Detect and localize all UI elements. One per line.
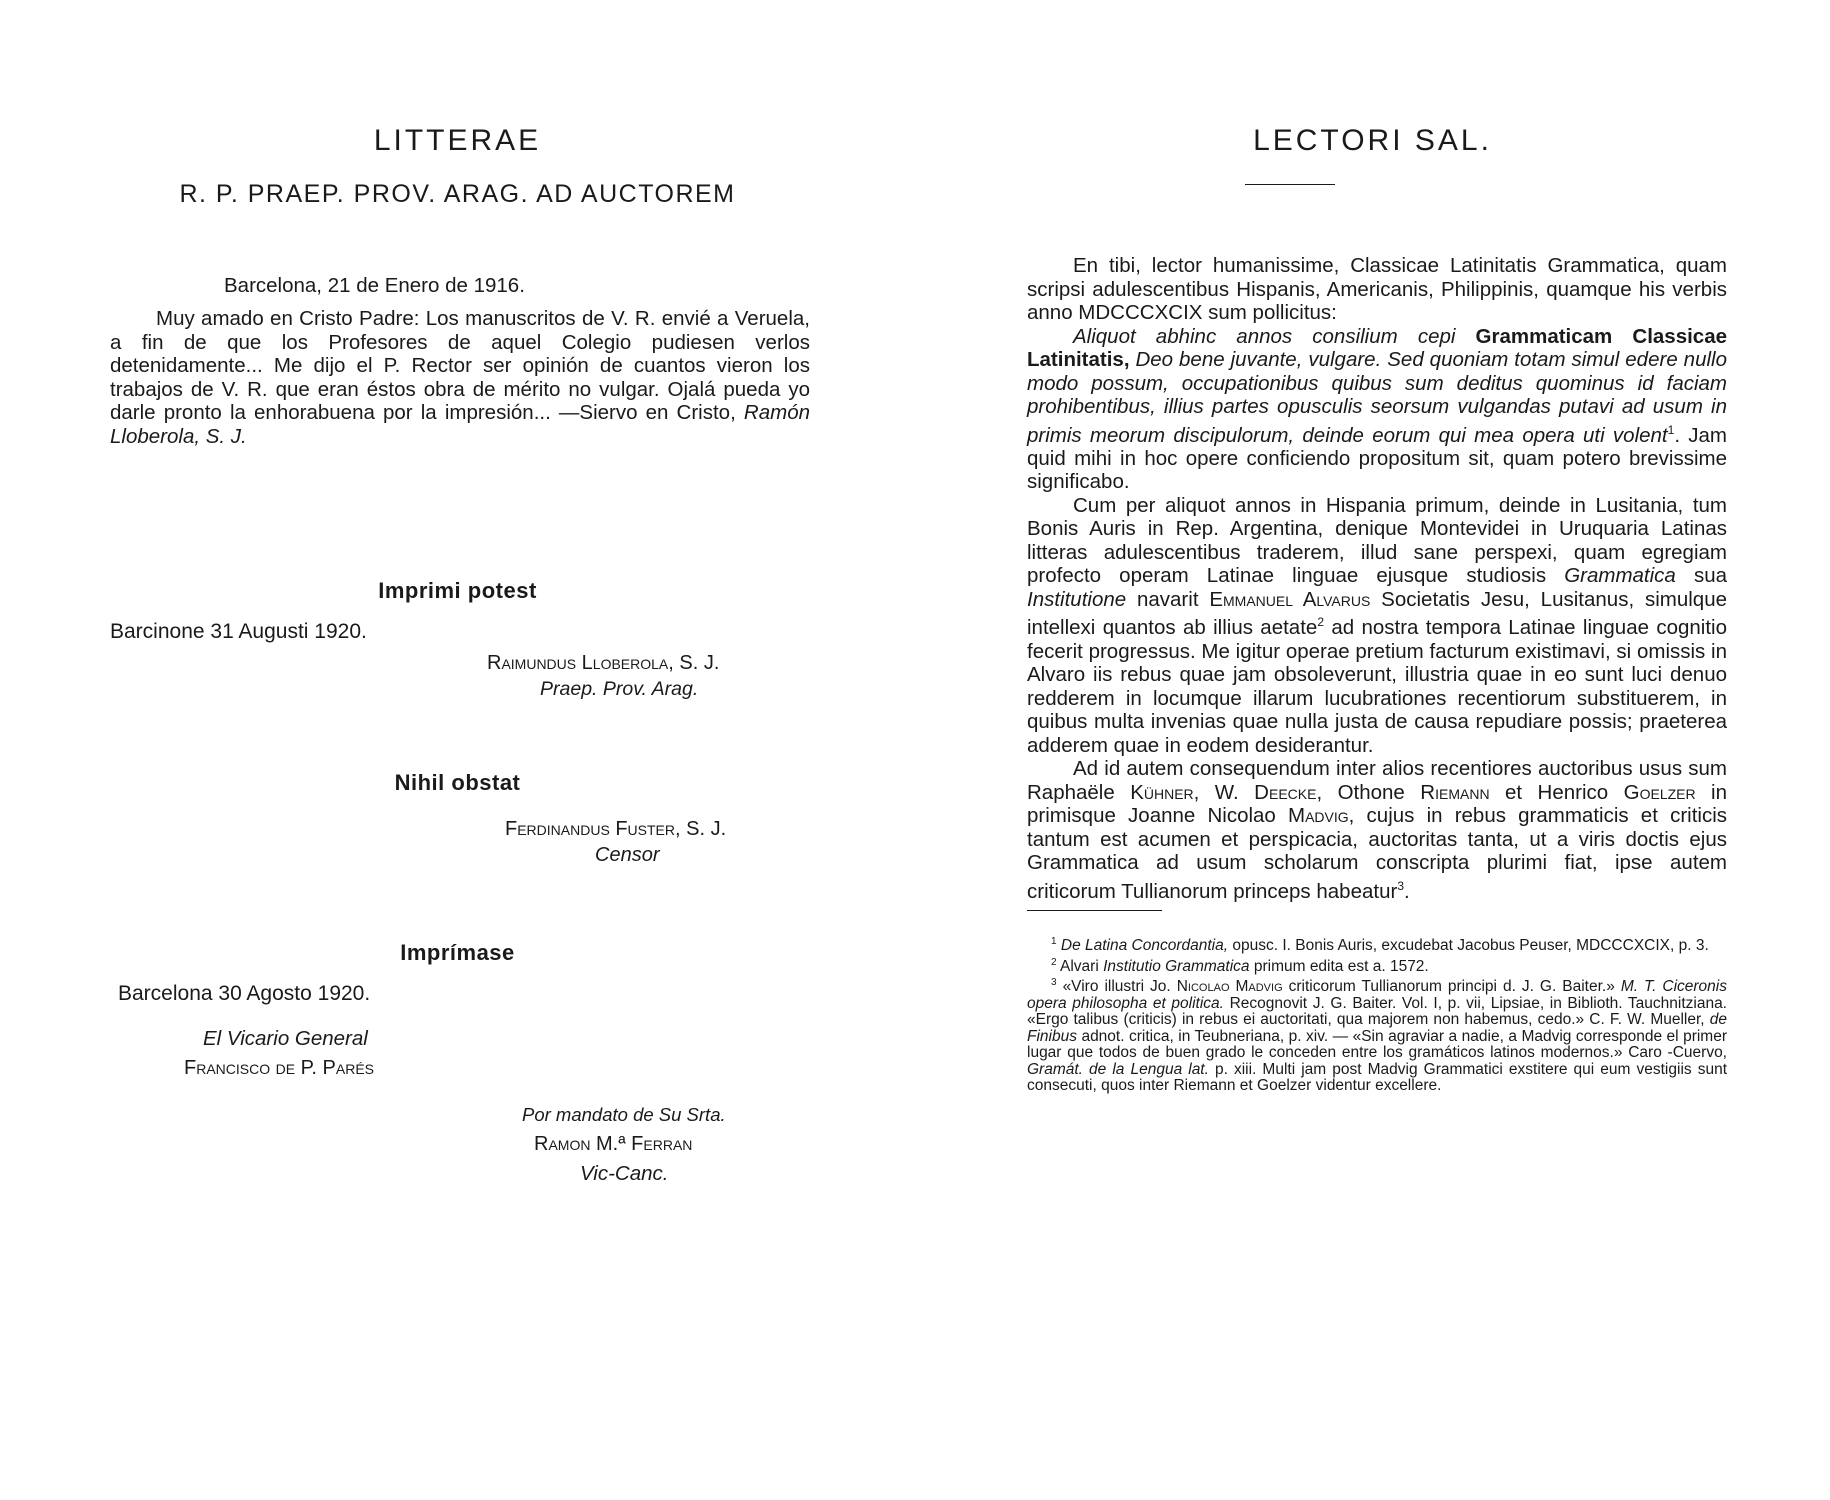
imprimi-place-date: Barcinone 31 Augusti 1920. bbox=[110, 620, 367, 643]
footnote-3-italic-3: Gramát. de la Lengua lat. bbox=[1027, 1060, 1209, 1078]
footnote-3 bbox=[1027, 975, 1727, 1095]
footnote-2 bbox=[1027, 955, 1727, 976]
p3-text-1: Cum per aliquot annos in Hispania primum, deinde in Lusitania, tum Bonis Auris in Rep. Argentina, denique Montevidei in Uruquaria Latinas litteras adulescentibus traderem, illud sane perspexi, quam egregiam profecto operam Latinae linguae ejusque studiosis bbox=[1027, 493, 1727, 588]
paragraph-3 bbox=[1027, 494, 1727, 757]
imprimase-place-date: Barcelona 30 Agosto 1920. bbox=[118, 982, 371, 1005]
mandate-text: Por mandato de Su Srta. bbox=[522, 1104, 726, 1125]
footnote-3-text-4: adnot. critica, in Teubneriana, p. xiv. — «Sin agraviar a nadie, a Madvig corresponde el primer lugar que todos de buen grado le conceden entre los gramáticos latinos modernos.» Caro -Cuervo, bbox=[1027, 1027, 1727, 1062]
p4-name-4: Goelzer bbox=[1623, 780, 1696, 804]
right-page bbox=[915, 0, 1830, 1500]
nihil-name: Ferdinandus Fuster, S. J. bbox=[505, 818, 727, 840]
letter-body-text: Muy amado en Cristo Padre: Los manuscritos de V. R. envié a Veruela, a fin de que los Profesores de aquel Colegio pudiesen verlos detenidamente... Me dijo el P. Rector ser opinión de cuantos vieron los trabajos de V. R. que eran éstos obra de mérito no vulgar. Ojalá pueda yo darle pronto la enhorabuena por la impresión... —Siervo en Cristo, bbox=[110, 307, 810, 424]
footnote-ref-1: 1 bbox=[1667, 422, 1675, 437]
letter-body bbox=[110, 307, 810, 448]
imprimi-name: Raimundus Lloberola, S. J. bbox=[487, 652, 720, 674]
chancellor-role: Vic-Canc. bbox=[580, 1162, 669, 1185]
p4-text-5: in primisque Joanne Nicolao bbox=[1027, 780, 1728, 828]
quote-part-2: Deo bene juvante, vulgare. Sed quoniam totam simul edere nullo modo possum, occupationibus quibus sum deditus quominus id faciam prohibentibus, illius partes opusculis seorsum vulgandas putavi ad usum in primis meorum discipulorum, deinde eorum qui mea opera uti volent bbox=[1027, 348, 1727, 447]
footnote-3-italic-1: M. T. Ciceronis opera philosopha et politica. bbox=[1027, 978, 1727, 1012]
footnote-ref-2: 2 bbox=[1317, 615, 1324, 630]
p3-italic-2: Institutione bbox=[1027, 587, 1127, 611]
letter-signature: Ramón Lloberola, S. J. bbox=[110, 401, 810, 448]
p4-text-4: et Henrico bbox=[1489, 780, 1624, 804]
p4-text-3: , Othone bbox=[1316, 780, 1421, 804]
letter-date: Barcelona, 21 de Enero de 1916. bbox=[224, 274, 525, 297]
footnote-3-name: Nicolao Madvig bbox=[1176, 978, 1283, 996]
preface-body bbox=[1027, 254, 1727, 903]
imprimase-heading: Imprímase bbox=[400, 940, 515, 965]
p4-name-1: Kühner bbox=[1130, 780, 1194, 804]
quote-part-1: Aliquot abhinc annos consilium cepi bbox=[1073, 324, 1476, 348]
p4-text-1: Ad id autem consequendum inter alios recentiores auctoribus usus sum Raphaële bbox=[1027, 757, 1727, 804]
p3-author-name: Emmanuel Alvarus bbox=[1209, 587, 1371, 611]
footnote-1-italic: De Latina Concordantia, bbox=[1060, 937, 1229, 955]
p4-name-2: Deecke bbox=[1254, 780, 1317, 804]
footnote-ref-3: 3 bbox=[1397, 878, 1404, 893]
footnote-3-italic-2: de Finibus bbox=[1027, 1011, 1727, 1045]
imprimi-role: Praep. Prov. Arag. bbox=[540, 678, 699, 700]
p4-name-5: Madvig bbox=[1288, 804, 1349, 828]
p4-text-2: , W. bbox=[1193, 780, 1255, 804]
footnote-3-text-5: p. xiii. Multi jam post Madvig Grammatici exstitere qui eum vestigiis sunt consecuti, quos inter Riemann et Goelzer videntur excellere. bbox=[1027, 1060, 1727, 1095]
p3-text-5: ad nostra tempora Latinae linguae cognitio fecerit progressus. Me igitur operae pretium facturum existimavi, si omissis in Alvaro iis rebus quae jam obsoleverunt, illustria quae in eo sunt luci denuo redderem in locumque illarum lucubrationes recentiorum substituerem, in quibus multa invenias quae nulla justa de causa repudiare possis; praeterea adderem quae in eodem desiderantur. bbox=[1027, 616, 1727, 757]
page-title-right: LECTORI SAL. bbox=[1253, 124, 1492, 157]
paragraph-2-rest: . Jam quid mihi in hoc opere conficiendo propositum sit, quam potero brevissime significabo. bbox=[1027, 423, 1727, 494]
quote-bold-title: Grammaticam Classicae Latinitatis, bbox=[1027, 324, 1727, 371]
paragraph-1 bbox=[1027, 254, 1727, 325]
footnote-2-mark: 2 bbox=[1051, 956, 1057, 968]
paragraph-4 bbox=[1027, 757, 1727, 903]
footnote-1 bbox=[1027, 934, 1727, 955]
p4-name-3: Riemann bbox=[1420, 780, 1490, 804]
p3-text-3: navarit bbox=[1126, 587, 1210, 611]
paragraph-1-text: En tibi, lector humanissime, Classicae Latinitatis Grammatica, quam scripsi adulescentibus Hispanis, Americanis, Philippinis, quamque his verbis anno MDCCCXCIX sum pollicitus: bbox=[1027, 254, 1727, 324]
footnotes bbox=[1027, 934, 1727, 1095]
p3-text-2: sua bbox=[1675, 564, 1727, 588]
nihil-heading: Nihil obstat bbox=[394, 770, 521, 795]
chancellor-name: Ramon M.ª Ferran bbox=[534, 1133, 693, 1155]
footnote-3-text-3: Recognovit J. G. Baiter. Vol. I, p. vii, Lipsiae, in Biblioth. Tauchnitziana. «Ergo talibus (criticis) in rebus ei auctoritati, qua majorem non habemus, cedo.» C. F. W. Mueller, bbox=[1027, 994, 1727, 1029]
footnote-2-text: primum edita est a. 1572. bbox=[1249, 957, 1429, 975]
footnote-3-text-2: criticorum Tullianorum principi d. J. G. Baiter.» bbox=[1282, 978, 1621, 996]
page-title: LITTERAE bbox=[373, 124, 542, 157]
vicario-role: El Vicario General bbox=[203, 1027, 368, 1050]
page-subtitle: R. P. PRAEP. PROV. ARAG. AD AUCTOREM bbox=[179, 180, 736, 208]
footnote-2-text-0: Alvari bbox=[1060, 957, 1104, 975]
p4-text-7: . bbox=[1404, 879, 1410, 903]
footnote-3-mark: 3 bbox=[1051, 977, 1057, 989]
p3-text-4: Societatis Jesu, Lusitanus, simulque intellexi quantos ab illius aetate bbox=[1027, 587, 1728, 640]
p4-text-6: , cujus in rebus grammaticis et criticis tantum est acumen et perspicacia, auctoritas tanta, ut a viris doctis ejus Grammatica ad usum scholarum conscripta plurimi fiat, ipse autem criticorum Tullianorum princeps habeatur bbox=[1027, 804, 1728, 903]
footnote-2-italic: Institutio Grammatica bbox=[1103, 957, 1250, 975]
nihil-role: Censor bbox=[595, 844, 660, 866]
footnote-3-text-1: «Viro illustri Jo. bbox=[1062, 978, 1177, 996]
footnote-1-text: opusc. I. Bonis Auris, excudebat Jacobus Peuser, MDCCCXCIX, p. 3. bbox=[1228, 937, 1709, 955]
paragraph-2 bbox=[1027, 325, 1727, 494]
title-rule bbox=[1245, 184, 1335, 185]
imprimi-heading: Imprimi potest bbox=[378, 578, 537, 603]
vicario-name: Francisco de P. Parés bbox=[184, 1057, 375, 1079]
footnote-1-mark: 1 bbox=[1051, 936, 1057, 947]
footnote-rule bbox=[1027, 910, 1162, 911]
p3-italic-1: Grammatica bbox=[1564, 564, 1676, 588]
